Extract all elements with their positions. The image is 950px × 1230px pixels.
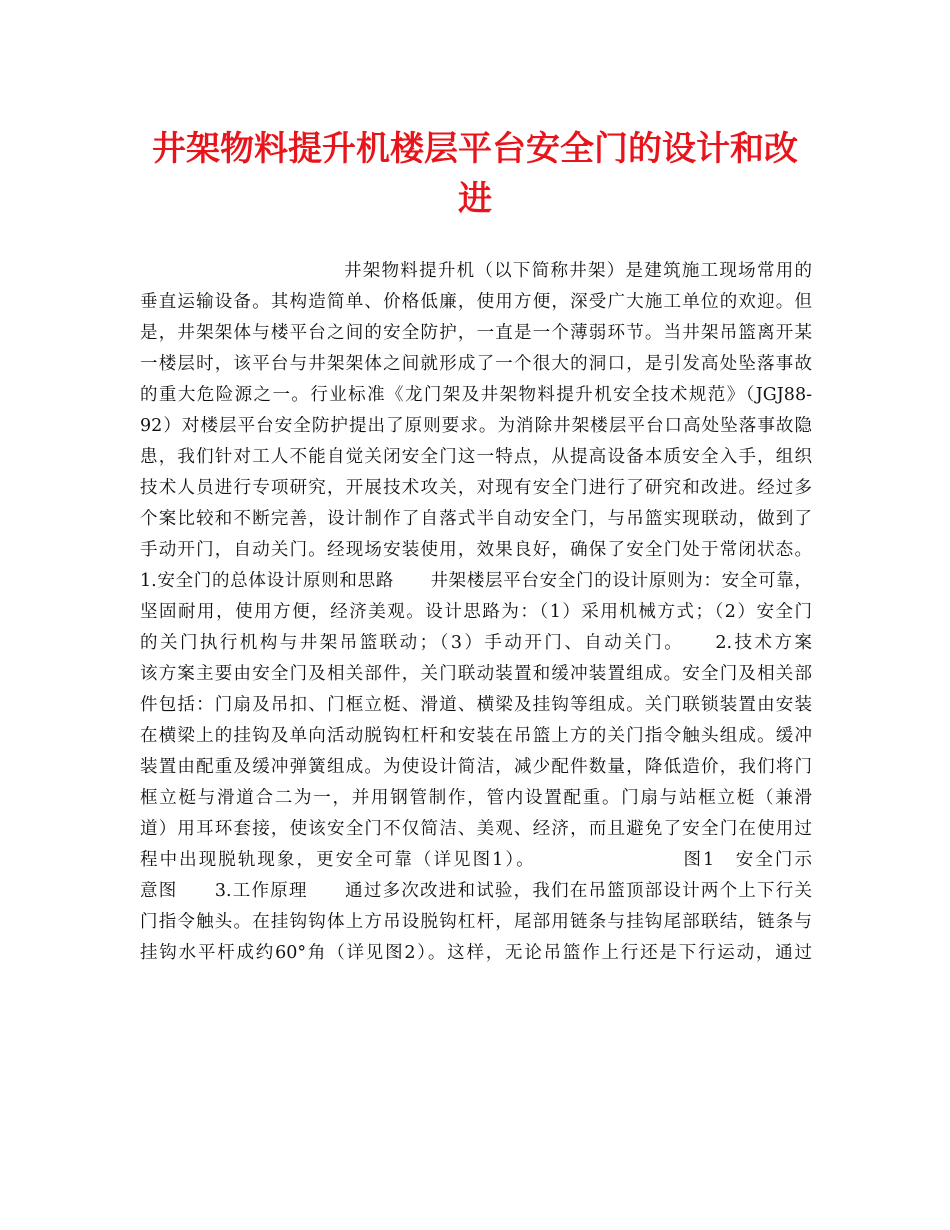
- body-line: 装置由配重及缓冲弹簧组成。为使设计简洁，减少配件数量，降低造价，我们将门: [140, 757, 812, 777]
- body-line: 一楼层时，该平台与井架架体之间就形成了一个很大的洞口，是引发高处坠落事故: [140, 354, 812, 374]
- body-line: 1.安全门的总体设计原则和思路 井架楼层平台安全门的设计原则为：安全可靠，: [140, 571, 812, 591]
- body-line: 道）用耳环套接，使该安全门不仅简洁、美观、经济，而且避免了安全门在使用过: [140, 819, 812, 839]
- body-line: 框立梃与滑道合二为一，并用钢管制作，管内设置配重。门扇与站框立梃（兼滑: [140, 788, 812, 808]
- body-line: 在横梁上的挂钩及单向活动脱钩杠杆和安装在吊篮上方的关门指令触头组成。缓冲: [140, 726, 812, 746]
- body-line: 该方案主要由安全门及相关部件，关门联动装置和缓冲装置组成。安全门及相关部: [140, 664, 812, 684]
- body-line: 门指令触头。在挂钩钩体上方吊设脱钩杠杆，尾部用链条与挂钩尾部联结，链条与: [140, 912, 812, 932]
- body-line: 挂钩水平杆成约60°角（详见图2）。这样，无论吊篮作上行还是下行运动，通过: [140, 943, 812, 963]
- body-line: 井架物料提升机（以下简称井架）是建筑施工现场常用的: [344, 261, 812, 281]
- body-line: 件包括：门扇及吊扣、门框立梃、滑道、横梁及挂钩等组成。关门联锁装置由安装: [140, 695, 812, 715]
- body-line: 意图 3.工作原理 通过多次改进和试验，我们在吊篮顶部设计两个上下行关: [140, 881, 812, 901]
- body-line: 程中出现脱轨现象，更安全可靠（详见图1）。 图1 安全门示: [140, 850, 812, 870]
- document-body: [140, 256, 812, 969]
- document-title: 井架物料提升机楼层平台安全门的设计和改进: [152, 129, 798, 219]
- body-line: 坚固耐用，使用方便，经济美观。设计思路为：（1）采用机械方式；（2）安全门: [140, 602, 812, 622]
- body-line: 手动开门，自动关门。经现场安装使用，效果良好，确保了安全门处于常闭状态。: [140, 540, 812, 560]
- body-line: 是，井架架体与楼平台之间的安全防护，一直是一个薄弱环节。当井架吊篮离开某: [140, 323, 812, 343]
- body-line: 垂直运输设备。其构造简单、价格低廉，使用方便，深受广大施工单位的欢迎。但: [140, 292, 812, 312]
- body-line: 的重大危险源之一。行业标准《龙门架及井架物料提升机安全技术规范》（JGJ88-: [140, 385, 812, 405]
- body-line: 技术人员进行专项研究，开展技术攻关，对现有安全门进行了研究和改进。经过多: [140, 478, 812, 498]
- body-line: 92）对楼层平台安全防护提出了原则要求。为消除井架楼层平台口高处坠落事故隐: [140, 416, 812, 436]
- body-line: 的关门执行机构与井架吊篮联动；（3）手动开门、自动关门。 2.技术方案: [140, 633, 812, 653]
- body-line: 患，我们针对工人不能自觉关闭安全门这一特点，从提高设备本质安全入手，组织: [140, 447, 812, 467]
- body-line: 个案比较和不断完善，设计制作了自落式半自动安全门，与吊篮实现联动，做到了: [140, 509, 812, 529]
